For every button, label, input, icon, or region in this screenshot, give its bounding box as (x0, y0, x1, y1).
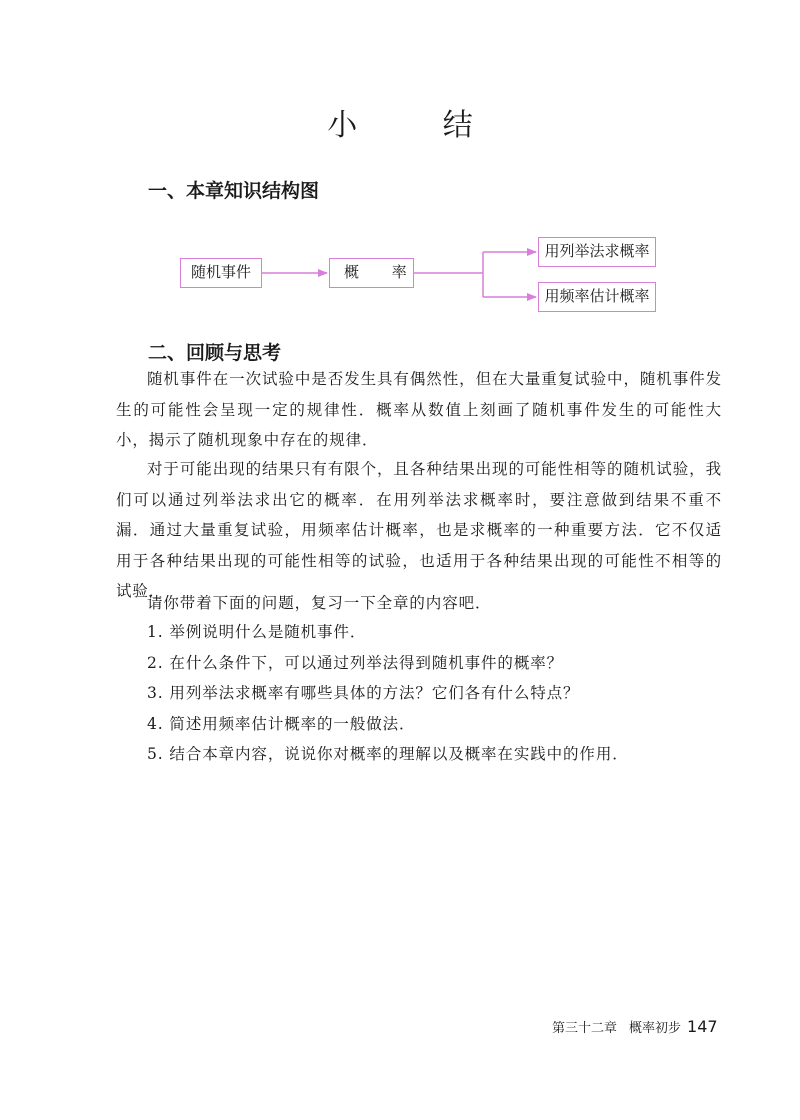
paragraph-random-events: 随机事件在一次试验中是否发生具有偶然性，但在大量重复试验中，随机事件发生的可能性会呈现一定的规律性．概率从数值上刻画了随机事件发生的可能性大小，揭示了随机现象中存在的规律． (116, 370, 722, 449)
paragraph-review-prompt: 请你带着下面的问题，复习一下全章的内容吧． (147, 594, 492, 612)
review-question: 2. 在什么条件下，可以通过列举法得到随机事件的概率？ (147, 653, 564, 672)
node-frequency-method: 用频率估计概率 (538, 282, 656, 312)
node-random-event: 随机事件 (180, 258, 262, 288)
review-question-list (147, 617, 629, 770)
review-question: 3. 用列举法求概率有哪些具体的方法？它们各有什么特点？ (147, 684, 580, 702)
section-heading-review: 二、回顾与思考 (148, 342, 282, 364)
section-heading-structure: 一、本章知识结构图 (148, 180, 320, 202)
node-list-method: 用列举法求概率 (538, 237, 656, 267)
review-question: 5. 结合本章内容，说说你对概率的理解以及概率在实践中的作用． (147, 745, 629, 763)
footer-chapter: 第三十二章 (552, 1021, 618, 1036)
node-probability: 概 率 (329, 258, 414, 288)
page-footer (552, 1017, 718, 1036)
knowledge-structure-diagram (0, 225, 800, 325)
page-title: 小 结 (327, 108, 511, 143)
footer-chapter-name: 概率初步 (629, 1021, 682, 1036)
page-number: 147 (687, 1017, 718, 1036)
review-question: 4. 简述用频率估计概率的一般做法． (147, 714, 416, 733)
paragraph-list-method: 对于可能出现的结果只有有限个，且各种结果出现的可能性相等的随机试验，我们可以通过列举法求出它的概率．在用列举法求概率时，要注意做到结果不重不漏．通过大量重复试验，用频率估计概率，也是求概率的一种重要方法．它不仅适用于各种结果出现的可能性相等的试验，也适用于各种结果出现的可能性不相等的试验． (116, 460, 722, 600)
review-question: 1. 举例说明什么是随机事件． (147, 623, 367, 641)
